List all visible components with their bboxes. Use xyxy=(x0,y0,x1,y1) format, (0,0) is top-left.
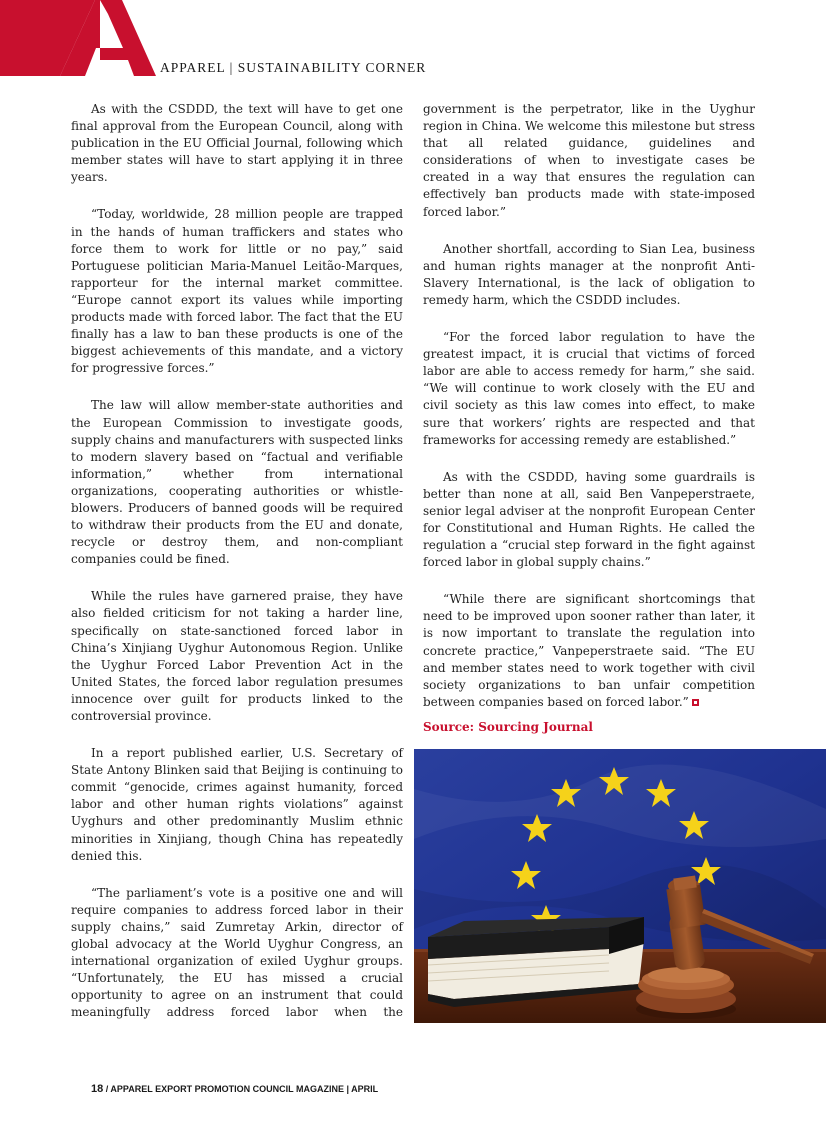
footer-publication: / APPAREL EXPORT PROMOTION COUNCIL MAGAZINE | APRIL xyxy=(105,1084,379,1094)
article-column-left xyxy=(71,101,403,1042)
article-paragraph-final xyxy=(423,591,755,711)
article-paragraph-text: “While there are significant shortcomings that need to be improved upon sooner rather than later, it is now important to translate the regulation into concrete practice,” Vanpeperstraete said. “The EU and member states need to work together with civil society organizations to ban unfair competition between companies based on forced labor.” xyxy=(423,592,755,709)
source-credit: Source: Sourcing Journal xyxy=(423,720,593,734)
article-paragraph: government is the perpetrator, like in the Uyghur region in China. We welcome this milestone but stress that all related guidance, guidelines and considerations of when to investigate cases be created in a way that ensures the regulation can effectively ban products made with state-imposed forced labor.” xyxy=(423,102,755,219)
article-column-right xyxy=(423,101,755,731)
page-footer xyxy=(91,1083,378,1095)
magazine-logo xyxy=(0,0,160,76)
article-paragraph: The law will allow member-state authorities and the European Commission to investigate goods, supply chains and manufacturers with suspected links to modern slavery based on “factual and verifiable information,” whether from international organizations, cooperating authorities or whistle-blowers. Producers of banned goods will be required to withdraw their products from the EU and donate, recycle or destroy them, and non-compliant companies could be fined. xyxy=(71,398,403,567)
eu-flag-gavel-photo xyxy=(414,749,826,1023)
article-paragraph: While the rules have garnered praise, they have also fielded criticism for not taking a harder line, specifically on state-sanctioned forced labor in China’s Xinjiang Uyghur Autonomous Region. Unlike the Uyghur Forced Labor Prevention Act in the United States, the forced labor regulation presumes innocence over guilt for products linked to the controversial province. xyxy=(71,589,403,723)
article-paragraph: “Today, worldwide, 28 million people are trapped in the hands of human traffickers and states who force them to work for little or no pay,” said Portuguese politician Maria-Manuel Leitão-Marques, rapporteur for the internal market committee. “Europe cannot export its values while importing products made with forced labor. The fact that the EU finally has a law to ban these products is one of the biggest achievements of this mandate, and a victory for progressive forces.” xyxy=(71,207,403,376)
page-number: 18 xyxy=(91,1083,104,1095)
article-paragraph: “For the forced labor regulation to have the greatest impact, it is crucial that victims of forced labor are able to access remedy for harm,” she said. “We will continue to work closely with the EU and civil society as this law comes into effect, to make sure that workers’ rights are respected and that frameworks for accessing remedy are established.” xyxy=(423,330,755,447)
article-paragraph: In a report published earlier, U.S. Secretary of State Antony Blinken said that Beijing is continuing to commit “genocide, crimes against humanity, forced labor and other human rights violations” against Uyghurs and other predominantly Muslim ethnic minorities in Xinjiang, though China has repeatedly denied this. xyxy=(71,746,403,863)
article-paragraph: As with the CSDDD, having some guardrails is better than none at all, said Ben Vanpeperstraete, senior legal adviser at the nonprofit European Center for Constitutional and Human Rights. He called the regulation a “crucial step forward in the fight against forced labor in global supply chains.” xyxy=(423,469,755,570)
article-paragraph: “The parliament’s vote is a positive one and will require companies to address forced labor in their supply chains,” said Zumretay Arkin, director of global advocacy at the World Uyghur Congress, an international organization of exiled Uyghur groups. “Unfortunately, the EU has missed a crucial opportunity to agree on an instrument that could meaningfully address forced labor when the xyxy=(71,885,403,1020)
end-of-article-icon xyxy=(692,699,699,706)
article-paragraph: Another shortfall, according to Sian Lea, business and human rights manager at the nonprofit Anti-Slavery International, is the lack of obligation to remedy harm, which the CSDDD includes. xyxy=(423,241,755,307)
section-header: APPAREL | SUSTAINABILITY CORNER xyxy=(160,60,427,75)
article-paragraph: As with the CSDDD, the text will have to get one final approval from the European Council, along with publication in the EU Official Journal, following which member states will have to start applying it in three years. xyxy=(71,102,403,185)
